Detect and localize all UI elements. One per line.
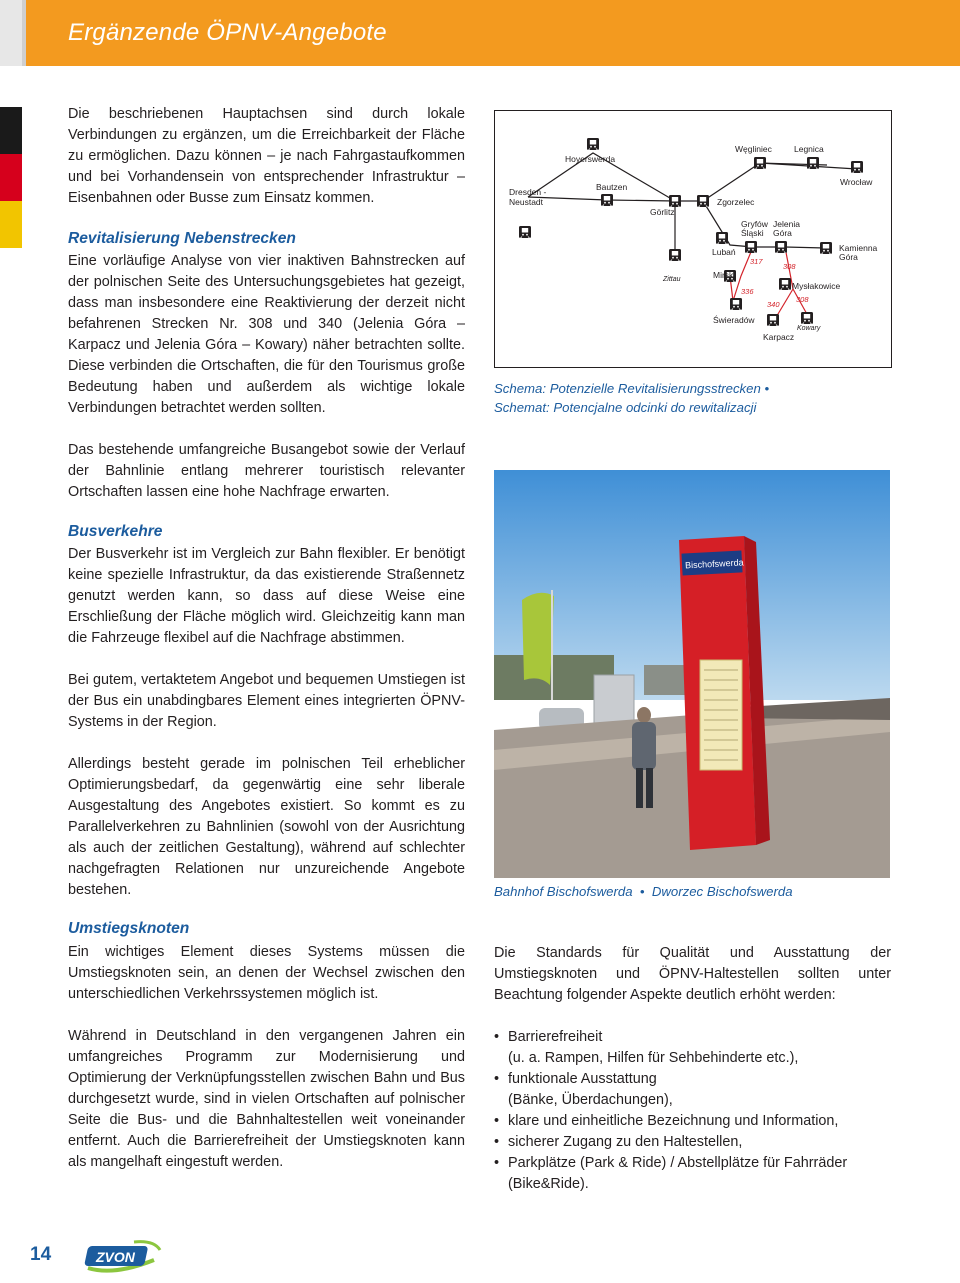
label-bautzen: Bautzen [596,182,628,192]
list-item: • funktionale Ausstattung (Bänke, Überdachungen), [494,1071,673,1108]
label-myslakowice: Mysłakowice [792,281,841,291]
route-336-label: 336 [741,287,754,296]
intro-paragraph: Die beschriebenen Hauptachsen sind durch lokale Verbindungen zu ergänzen, um die Erreichbarkeit der Fläche zu ermöglichen. Dazu können – je nach Fahrgastaufkommen und bei Vorhandensein von entsprechender Infrastruktur – Eisenbahnen oder Busse zum Einsatz kommen. [68,106,465,206]
station-zgorzelec-icon [697,195,709,207]
page-number: 14 [30,1244,52,1265]
label-kamienna-gora: Kamienna Góra [839,243,878,262]
label-hoyerswerda: Hoyerswerda [565,154,616,164]
map-caption [494,379,894,417]
station-icons [519,138,863,326]
zvon-logo [84,1238,164,1274]
station-legnica-icon [807,157,819,169]
label-mirsk: Mirsk [713,270,734,280]
paragraph-umstiegsknoten-1: Ein wichtiges Element dieses Systems müssen die Umstiegsknoten sein, an denen der Wechsel zwischen den unterschiedlichen Verkehrssystemen möglich ist. [68,944,465,1002]
label-kowary: Kowary [797,325,821,332]
label-wegliniec: Węgliniec [735,144,772,154]
station-bautzen-icon [601,194,613,206]
station-gryfow-icon [745,241,757,253]
label-swieradow: Świeradów [713,315,755,325]
zvon-logo-text: ZVON [96,1249,135,1265]
header-edge-tab [0,0,22,66]
photo-caption [494,882,894,901]
route-340-label: 340 [767,300,780,309]
station-zittau-icon [669,249,681,261]
station-kowary-icon [801,312,813,324]
station-myslakowice-icon [779,278,791,290]
photo-sign-text: Bischofswerda [684,557,744,571]
map-caption-de: Schema: Potenzielle Revitalisierungsstrecken [494,381,761,396]
station-photo [494,470,890,878]
photo-caption-de: Bahnhof Bischofswerda [494,884,633,899]
route-308-label-b: 308 [796,295,809,304]
label-zittau: Zittau [663,276,681,283]
paragraph-busverkehre-2: Bei gutem, vertaktetem Angebot und bequemen Umstiegen ist der Bus ein unabdingbares Element eines integrierten ÖPNV-Systems in der Region. [68,672,465,730]
station-karpacz-icon [767,314,779,326]
standards-list [494,1027,890,1195]
page-title: Ergänzende ÖPNV-Angebote [68,19,387,46]
station-dresden-icon [519,226,531,238]
caption-bullet: • [764,381,770,396]
station-photo-svg [494,470,890,878]
flag-red [0,154,22,201]
list-item: • sicherer Zugang zu den Haltestellen, [494,1134,743,1150]
caption-bullet: • [636,884,649,899]
station-wegliniec-icon [754,157,766,169]
paragraph-busverkehre-1: Der Busverkehr ist im Vergleich zur Bahn flexibler. Er benötigt keine spezielle Infrastruktur, da das existierende Straßennetz genutzt werden kann, so dass auf diese Weise eine Erschließung der Fläche möglich wird. Gleichzeitig kann man die Fahrzeuge flexibel auf die Nachfrage abstimmen. [68,546,465,646]
station-kamienna-gora-icon [820,242,832,254]
header-edge-shadow [22,0,26,66]
label-gryfow: Gryfów Śląski [741,219,768,238]
flag-gold [0,201,22,248]
photo-caption-pl: Dworzec Bischofswerda [651,884,793,899]
station-hoyerswerda-icon [587,138,599,150]
zvon-logo-svg [84,1238,164,1274]
route-308-label-a: 308 [783,262,796,271]
rail-schema-map [494,110,892,368]
heading-busverkehre: Busverkehre [68,523,163,540]
paragraph-revitalisierung: Eine vorläufige Analyse von vier inaktiven Bahnstrecken auf der polnischen Seite des Untersuchungsgebietes hat gezeigt, dass man insbesondere eine Reaktivierung der derzeit nicht befahrenen Strecken Nr. 308 und 340 (Jelenia Góra – Karpacz und Jelenia Góra – Kowary) näher betrachten sollte. Diese verbinden die Ortschaften, die für den Tourismus große Bedeutung haben und außerdem als wichtige lokale Verbindungen betrachtet werden sollten. [68,253,465,416]
german-flag-strip [0,107,22,248]
label-luban: Lubań [712,247,736,257]
paragraph-standards: Die Standards für Qualität und Ausstattung der Umstiegsknoten und ÖPNV-Haltestellen sollten unter Beachtung folgender Aspekte deutlich erhöht werden: [494,945,891,1003]
station-swieradow-icon [730,298,742,310]
station-goerlitz-icon [669,195,681,207]
station-luban-icon [716,232,728,244]
heading-revitalisierung: Revitalisierung Nebenstrecken [68,230,296,247]
station-jelenia-gora-icon [775,241,787,253]
flag-black [0,107,22,154]
label-karpacz: Karpacz [763,332,795,342]
label-wroclaw: Wrocław [840,177,873,187]
route-317-label: 317 [750,257,763,266]
map-caption-pl: Schemat: Potencjalne odcinki do rewitalizacji [494,400,757,415]
paragraph-umstiegsknoten-2: Während in Deutschland in den vergangenen Jahren ein umfangreiches Programm zur Modernisierung und Optimierung der Verknüpfungsstellen zwischen Bahn und Bus durchgesetzt wurde, sind in vielen Ortschaften auf polnischer Seite die Bus- und die Bahnhaltestellen weit voneinander entfernt. Auch die Barrierefreiheit der Umstiegsknoten kann als mangelhaft eingestuft werden. [68,1028,465,1170]
rail-schema-svg [495,111,891,367]
list-item: • Barrierefreiheit (u. a. Rampen, Hilfen für Sehbehinderte etc.), [494,1029,799,1066]
label-goerlitz: Görlitz [650,207,675,217]
label-jelenia-gora: Jelenia Góra [773,219,800,238]
label-zgorzelec: Zgorzelec [717,197,755,207]
list-item: • Parkplätze (Park & Ride) / Abstellplätze für Fahrräder (Bike&Ride). [494,1155,848,1192]
paragraph-busangebot: Das bestehende umfangreiche Busangebot sowie der Verlauf der Bahnlinie entlang mehrerer touristisch relevanter Ortschaften lassen eine hohe Nachfrage erwarten. [68,442,465,500]
list-item: • klare und einheitliche Bezeichnung und Information, [494,1113,839,1129]
heading-umstiegsknoten: Umstiegsknoten [68,920,190,937]
station-wroclaw-icon [851,161,863,173]
label-legnica: Legnica [794,144,824,154]
label-dresden: Dresden -Neustadt [509,187,547,207]
paragraph-busverkehre-3: Allerdings besteht gerade im polnischen Teil erheblicher Optimierungsbedarf, da gegenwärtig eine sehr liberale Ausgestaltung des Angebotes existiert. So kommt es zu Parallelverkehren zu Bahnlinien (sowohl von der Ausrichtung als auch der zeitlichen Gestaltung), während auf schlechter nachgefragten Relationen nur unzureichende Angebote bestehen. [68,756,465,898]
